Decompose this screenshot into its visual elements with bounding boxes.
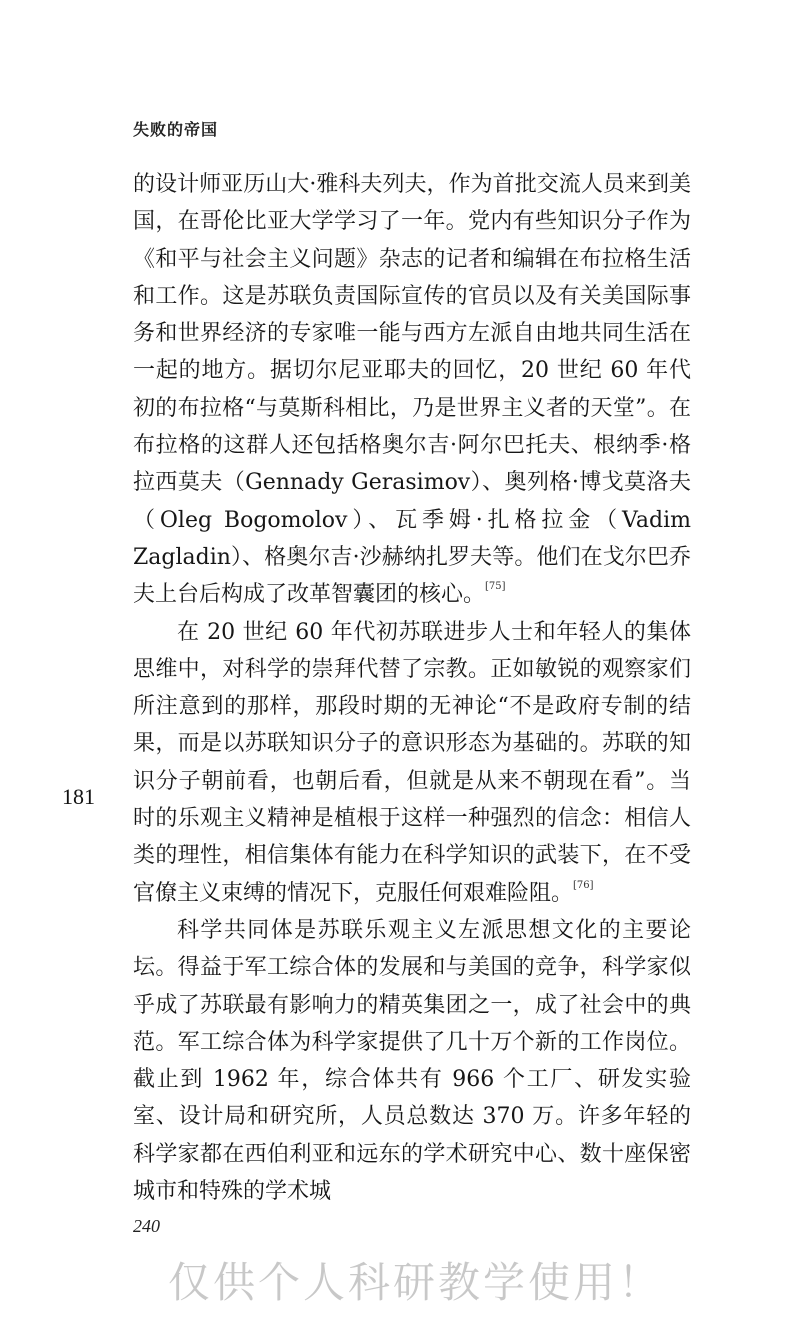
body-text — [133, 166, 691, 1210]
watermark: 仅供个人科研教学使用！ — [168, 1258, 664, 1307]
original-page-number: 181 — [62, 784, 95, 809]
paragraph-3-text: 科学共同体是苏联乐观主义左派思想文化的主要论坛。得益于军工综合体的发展和与美国的竞争，科学家似乎成了苏联最有影响力的精英集团之一，成了社会中的典范。军工综合体为科学家提供了几十万个新的工作岗位。截止到 1962 年，综合体共有 966 个工厂、研发实验室、设计局和研究所，人员总数达 370 万。许多年轻的科学家都在西伯利亚和远东的学术研究中心、数十座保密城市和特殊的学术城 — [133, 917, 691, 1205]
paragraph-2 — [133, 614, 691, 912]
paragraph-2-text: 在 20 世纪 60 年代初苏联进步人士和年轻人的集体思维中，对科学的崇拜代替了宗教。正如敏锐的观察家们所注意到的那样，那段时期的无神论“不是政府专制的结果，而是以苏联知识分子的意识形态为基础的。苏联的知识分子朝前看，也朝后看，但就是从来不朝现在看”。当时的乐观主义精神是植根于这样一种强烈的信念：相信人类的理性，相信集体有能力在科学知识的武装下，在不受官僚主义束缚的情况下，克服任何艰难险阻。 — [133, 619, 691, 906]
running-title: 失败的帝国 — [133, 120, 219, 139]
footnote-ref-76: [76] — [573, 879, 594, 891]
paragraph-1 — [133, 166, 691, 614]
page-number: 240 — [133, 1216, 160, 1236]
paragraph-3 — [133, 912, 691, 1210]
paragraph-1-text: 的设计师亚历山大·雅科夫列夫，作为首批交流人员来到美国，在哥伦比亚大学学习了一年。党内有些知识分子作为《和平与社会主义问题》杂志的记者和编辑在布拉格生活和工作。这是苏联负责国际宣传的官员以及有关美国际事务和世界经济的专家唯一能与西方左派自由地共同生活在一起的地方。据切尔尼亚耶夫的回忆，20 世纪 60 年代初的布拉格“与莫斯科相比，乃是世界主义者的天堂”。在布拉格的这群人还包括格奥尔吉·阿尔巴托夫、根纳季·格拉西莫夫（Gennady Gerasimov）、奥列格·博戈莫洛夫（Oleg Bogomolov）、瓦季姆·扎格拉金（Vadim Zagladin）、格奥尔吉·沙赫纳扎罗夫等。他们在戈尔巴乔夫上台后构成了改革智囊团的核心。 — [133, 172, 691, 608]
footnote-ref-75: [75] — [485, 581, 506, 593]
